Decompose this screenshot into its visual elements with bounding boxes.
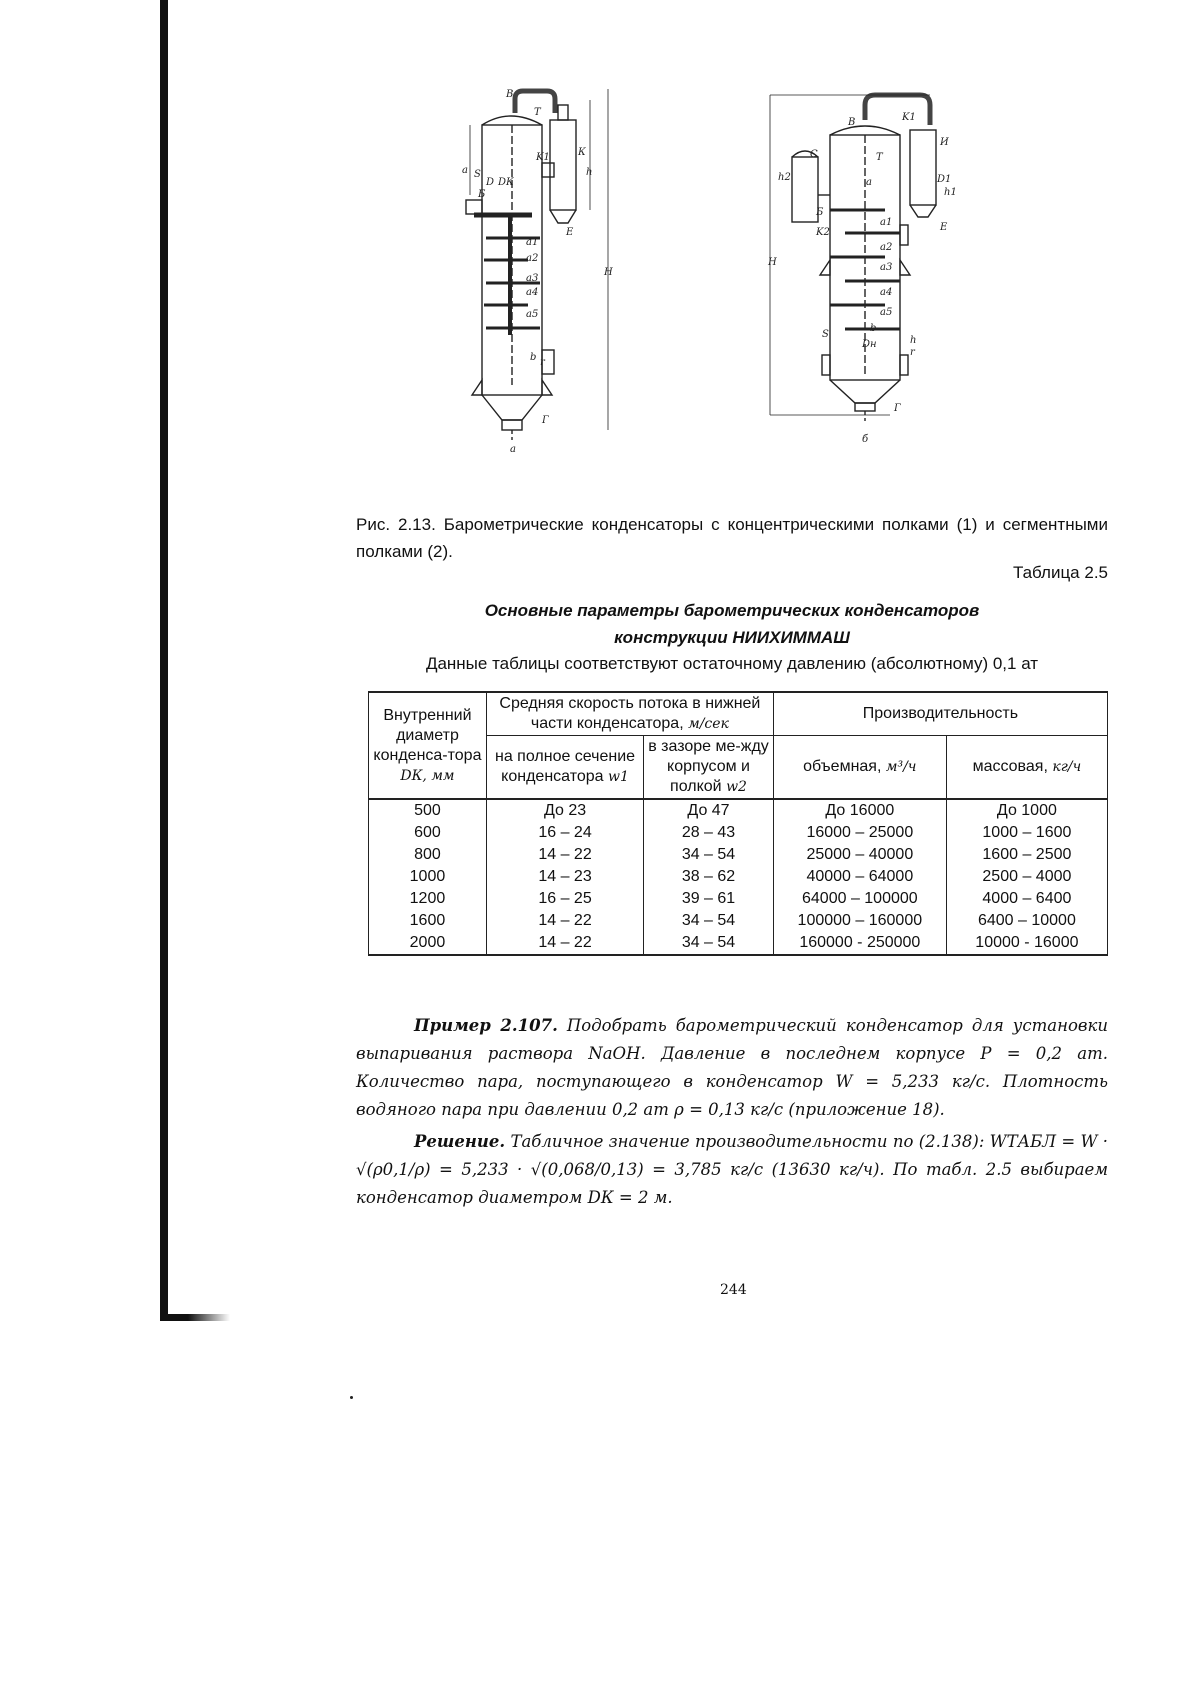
header-gap-label: в зазоре ме-жду корпусом и полкой (648, 738, 769, 795)
figure-letter: K1 (902, 112, 916, 123)
example-label: Пример 2.107. (414, 1016, 558, 1035)
figure-letter: Т (876, 152, 883, 163)
figure-letter: В (506, 89, 514, 100)
figure-letter: a2 (880, 242, 893, 253)
figure-label-b: б (862, 434, 869, 445)
table-row (369, 844, 1108, 866)
header-velocity-label: Средняя скорость потока в нижней части конденсатора, (499, 695, 761, 732)
figure-letter: D1 (937, 174, 952, 185)
table-cell: 34 – 54 (644, 844, 774, 866)
binding-edge-foot (160, 1314, 230, 1321)
page-number: 244 (720, 1282, 747, 1298)
table-row (369, 910, 1108, 932)
figure-letter: a5 (880, 307, 893, 318)
figure-letter: a1 (526, 237, 539, 248)
table-note: Данные таблицы соответствуют остаточному давлению (абсолютному) 0,1 ат (425, 654, 1039, 673)
table-cell: 600 (369, 822, 487, 844)
header-volumetric (773, 736, 946, 800)
header-mass-unit: кг/ч (1052, 759, 1082, 775)
table-cell: 39 – 61 (644, 888, 774, 910)
condenser-b-drawing (770, 95, 936, 421)
figure-letter: a3 (526, 273, 539, 284)
table-title (356, 597, 1108, 651)
header-productivity: Производительность (773, 692, 1107, 736)
figure-letter: S (474, 169, 481, 180)
table-cell: 16 – 25 (486, 888, 643, 910)
header-volumetric-label: объемная, (803, 758, 882, 775)
figure-letter: D (486, 177, 495, 188)
header-full-section-label: на полное сечение конденсатора (495, 748, 636, 785)
solution-text-1: Табличное значение производительности по (2.138): WТАБЛ = W · √(ρ0,1/ρ) = 5,233 · √(0,068/0,13) = 3,785 кг/с (13630 кг/ч). (356, 1132, 1108, 1179)
table-cell: 64000 – 100000 (773, 888, 946, 910)
table-cell: До 47 (644, 799, 774, 822)
example-paragraph (356, 1012, 1108, 1124)
table-cell: До 23 (486, 799, 643, 822)
table-cell: 100000 – 160000 (773, 910, 946, 932)
table-cell: До 1000 (946, 799, 1107, 822)
figure-letter: Е (566, 227, 574, 238)
table-cell: 800 (369, 844, 487, 866)
figure-letter: a4 (526, 287, 539, 298)
table-cell: 25000 – 40000 (773, 844, 946, 866)
figure-letter: r (540, 357, 545, 368)
table-cell: 1600 – 2500 (946, 844, 1107, 866)
header-gap-symbol: w2 (726, 779, 747, 795)
figure-letter: h (586, 167, 593, 178)
figure-letter: Dн (862, 339, 877, 350)
solution-paragraph (356, 1128, 1108, 1212)
figure-letter: K2 (816, 227, 830, 238)
table-title-line-2: конструкции НИИХИММАШ (614, 628, 850, 647)
header-velocity-unit: м/сек (688, 716, 729, 732)
figure-letter: К (578, 147, 586, 158)
figure-letter: b (870, 323, 877, 334)
header-full-section-symbol: w1 (608, 769, 629, 785)
header-full-section (486, 736, 643, 800)
table-cell: 28 – 43 (644, 822, 774, 844)
condenser-a-drawing (466, 89, 608, 440)
header-mass (946, 736, 1107, 800)
table-cell: 14 – 22 (486, 910, 643, 932)
table-cell: 38 – 62 (644, 866, 774, 888)
figure-letter: DК (498, 177, 514, 188)
table-row (369, 932, 1108, 955)
header-diameter-label: Внутренний диаметр конденса-тора (373, 706, 482, 764)
example-block (356, 1012, 1108, 1216)
figure-letter: h1 (944, 187, 957, 198)
table-cell: 2000 (369, 932, 487, 955)
table-cell: 500 (369, 799, 487, 822)
figure-label-a: а (510, 444, 516, 455)
table-cell: 1200 (369, 888, 487, 910)
table-cell: 40000 – 64000 (773, 866, 946, 888)
table-body (369, 799, 1108, 955)
figure-letter: Е (940, 222, 948, 233)
header-diameter (369, 692, 487, 799)
figure-letter: а (866, 177, 872, 188)
figure-letter: h2 (778, 172, 791, 183)
table-row (369, 822, 1108, 844)
figure-letter: K1 (536, 152, 550, 163)
solution-label: Решение. (414, 1132, 506, 1151)
figure-letter: a3 (880, 262, 893, 273)
figure-letter: С (810, 149, 818, 160)
table-cell: 16000 – 25000 (773, 822, 946, 844)
figure-letter: a5 (526, 309, 539, 320)
header-velocity (486, 692, 773, 736)
table-title-line-1: Основные параметры барометрических конденсаторов (484, 601, 980, 620)
table-cell: 4000 – 6400 (946, 888, 1107, 910)
table-cell: 2500 – 4000 (946, 866, 1107, 888)
table-row (369, 866, 1108, 888)
parameters-table (368, 691, 1108, 956)
header-gap (644, 736, 774, 800)
figure-letter: h (910, 335, 917, 346)
table-cell: 1000 (369, 866, 487, 888)
figure-caption: Рис. 2.13. Барометрические конденсаторы с концентрическими полками (1) и сегментными полками (2). (356, 515, 1108, 561)
figure-letter: H (604, 267, 613, 278)
scan-speck (350, 1396, 353, 1399)
binding-edge (160, 0, 168, 1318)
table-cell: 6400 – 10000 (946, 910, 1107, 932)
figure-letter: Б (816, 207, 824, 218)
figure-letter: Б (478, 189, 486, 200)
table-cell: 160000 - 250000 (773, 932, 946, 955)
table-label: Таблица 2.5 (1012, 563, 1108, 582)
table-cell: 14 – 22 (486, 932, 643, 955)
example-text: Подобрать барометрический конденсатор для установки выпаривания раствора NaOH. Давление в последнем корпусе P = 0,2 ат. Количество пара, поступающего в конденсатор W = 5,233 кг/с. Плотность водяного пара при давлении 0,2 ат ρ = 0,13 кг/с (приложение 18). (356, 1016, 1108, 1119)
figure-letter: a1 (880, 217, 893, 228)
header-diameter-unit: DК, мм (400, 767, 455, 784)
header-mass-label: массовая, (972, 758, 1048, 775)
figure-letter: H (768, 257, 777, 268)
figure-letter: В (848, 117, 856, 128)
figure-letter: Т (534, 107, 541, 118)
table-cell: 14 – 23 (486, 866, 643, 888)
table-cell: 34 – 54 (644, 932, 774, 955)
table-cell: 1600 (369, 910, 487, 932)
figure-letter: r (910, 347, 915, 358)
figure-letter: S (822, 329, 829, 340)
table-cell: 10000 - 16000 (946, 932, 1107, 955)
figure-letter: b (530, 352, 537, 363)
figure-letter: a4 (880, 287, 893, 298)
table-cell: 34 – 54 (644, 910, 774, 932)
table-row (369, 799, 1108, 822)
solution-text-2: По табл. 2.5 выбираем конденсатор диаметром DК = 2 м. (356, 1160, 1109, 1207)
table-cell: 1000 – 1600 (946, 822, 1107, 844)
header-volumetric-unit: м³/ч (885, 759, 917, 775)
figure-letter: а (462, 165, 468, 176)
table-row (369, 888, 1108, 910)
table-cell: До 16000 (773, 799, 946, 822)
table-cell: 14 – 22 (486, 844, 643, 866)
figure-letter: a2 (526, 253, 539, 264)
condenser-figure (462, 85, 1110, 485)
figure-letter: Г (542, 415, 549, 426)
figure-letter: Г (894, 403, 901, 414)
table-cell: 16 – 24 (486, 822, 643, 844)
figure-letter: И (940, 137, 949, 148)
